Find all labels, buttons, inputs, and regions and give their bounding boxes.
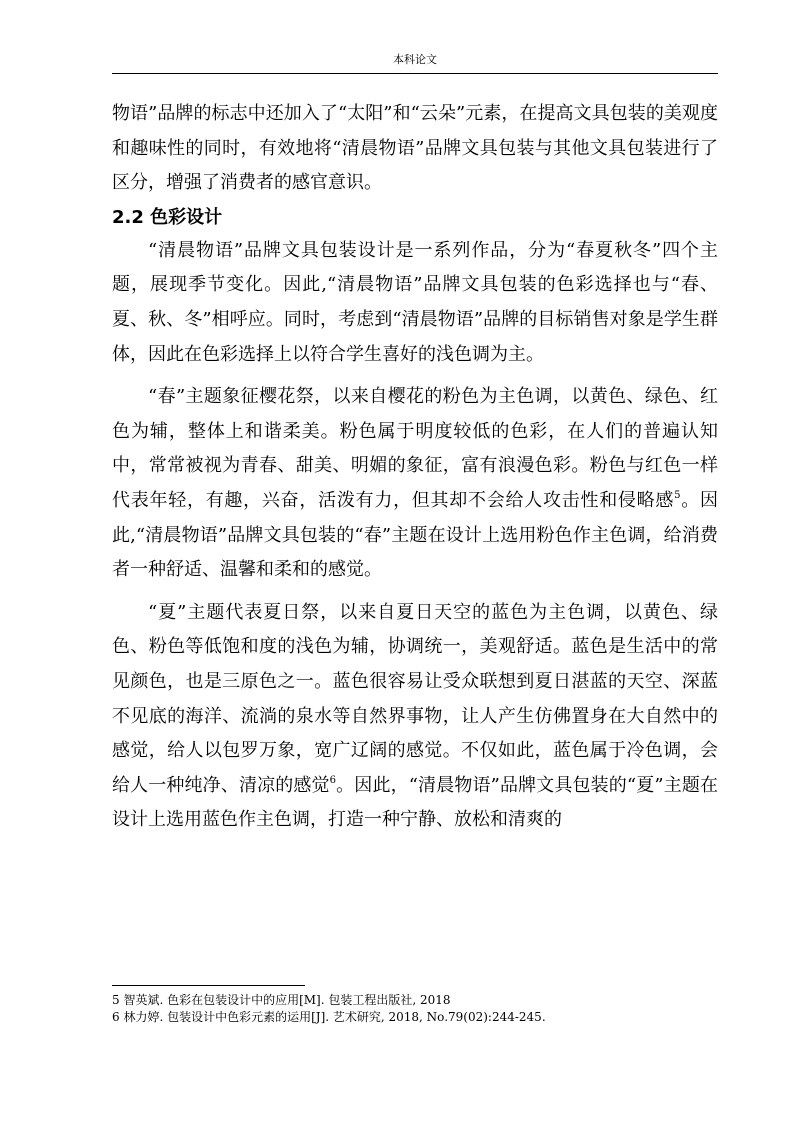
header-rule	[112, 73, 718, 74]
paragraph-spring	[112, 380, 718, 588]
section-heading: 2.2 色彩设计	[112, 206, 223, 228]
footnote-ref-6: 6	[329, 774, 337, 786]
footnote-6: 6 林力婷. 包装设计中色彩元素的运用[J]. 艺术研究, 2018, No.79(02):244-245.	[112, 1010, 546, 1024]
footnote-5: 5 智英斌. 色彩在包装设计中的应用[M]. 包装工程出版社, 2018	[112, 993, 451, 1007]
paragraph-summer	[112, 596, 718, 838]
footnote-rule	[112, 985, 305, 986]
paragraph-spring-text-a: “春”主题象征樱花祭，以来自樱花的粉色为主色调，以黄色、绿色、红色为辅，整体上和谐柔美。粉色属于明度较低的色彩，在人们的普遍认知中，常常被视为青春、甜美、明媚的象征，富有浪漫色彩。粉色与红色一样代表年轻，有趣，兴奋，活泼有力，但其却不会给人攻击性和侵略感	[112, 386, 718, 511]
paragraph-summer-text-a: “夏”主题代表夏日祭，以来自夏日天空的蓝色为主色调，以黄色、绿色、粉色等低饱和度的浅色为辅，协调统一，美观舒适。蓝色是生活中的常见颜色，也是三原色之一。蓝色很容易让受众联想到夏日湛蓝的天空、深蓝不见底的海洋、流淌的泉水等自然界事物，让人产生仿佛置身在大自然中的感觉，给人以包罗万象，宽广辽阔的感觉。不仅如此，蓝色属于冷色调，会给人一种纯净、清凉的感觉	[112, 601, 718, 796]
body-text	[112, 97, 718, 838]
footnote-ref-5: 5	[674, 489, 681, 501]
paragraph-spring-text-b: 。因此,“清晨物语”品牌文具包装的“春”主题在设计上选用粉色作主色调，给消费者一种舒适、温馨和柔和的感觉。	[112, 489, 719, 581]
paragraph-color-intro: “清晨物语”品牌文具包装设计是一系列作品，分为“春夏秋冬”四个主题，展现季节变化。因此,“清晨物语”品牌文具包装的色彩选择也与“春、夏、秋、冬”相呼应。同时，考虑到“清晨物语”品牌的目标销售对象是学生群体，因此在色彩选择上以符合学生喜好的浅色调为主。	[112, 239, 718, 365]
paragraph-continued: 物语”品牌的标志中还加入了“太阳”和“云朵”元素，在提高文具包装的美观度和趣味性的同时，有效地将“清晨物语”品牌文具包装与其他文具包装进行了区分，增强了消费者的感官意识。	[112, 103, 718, 194]
footnotes	[112, 992, 732, 1026]
paragraph-summer-text-b: 。因此，“清晨物语”品牌文具包装的“夏”主题在设计上选用蓝色作主色调，打造一种宁静、放松和清爽的	[112, 774, 719, 831]
running-header: 本科论文	[393, 53, 437, 66]
